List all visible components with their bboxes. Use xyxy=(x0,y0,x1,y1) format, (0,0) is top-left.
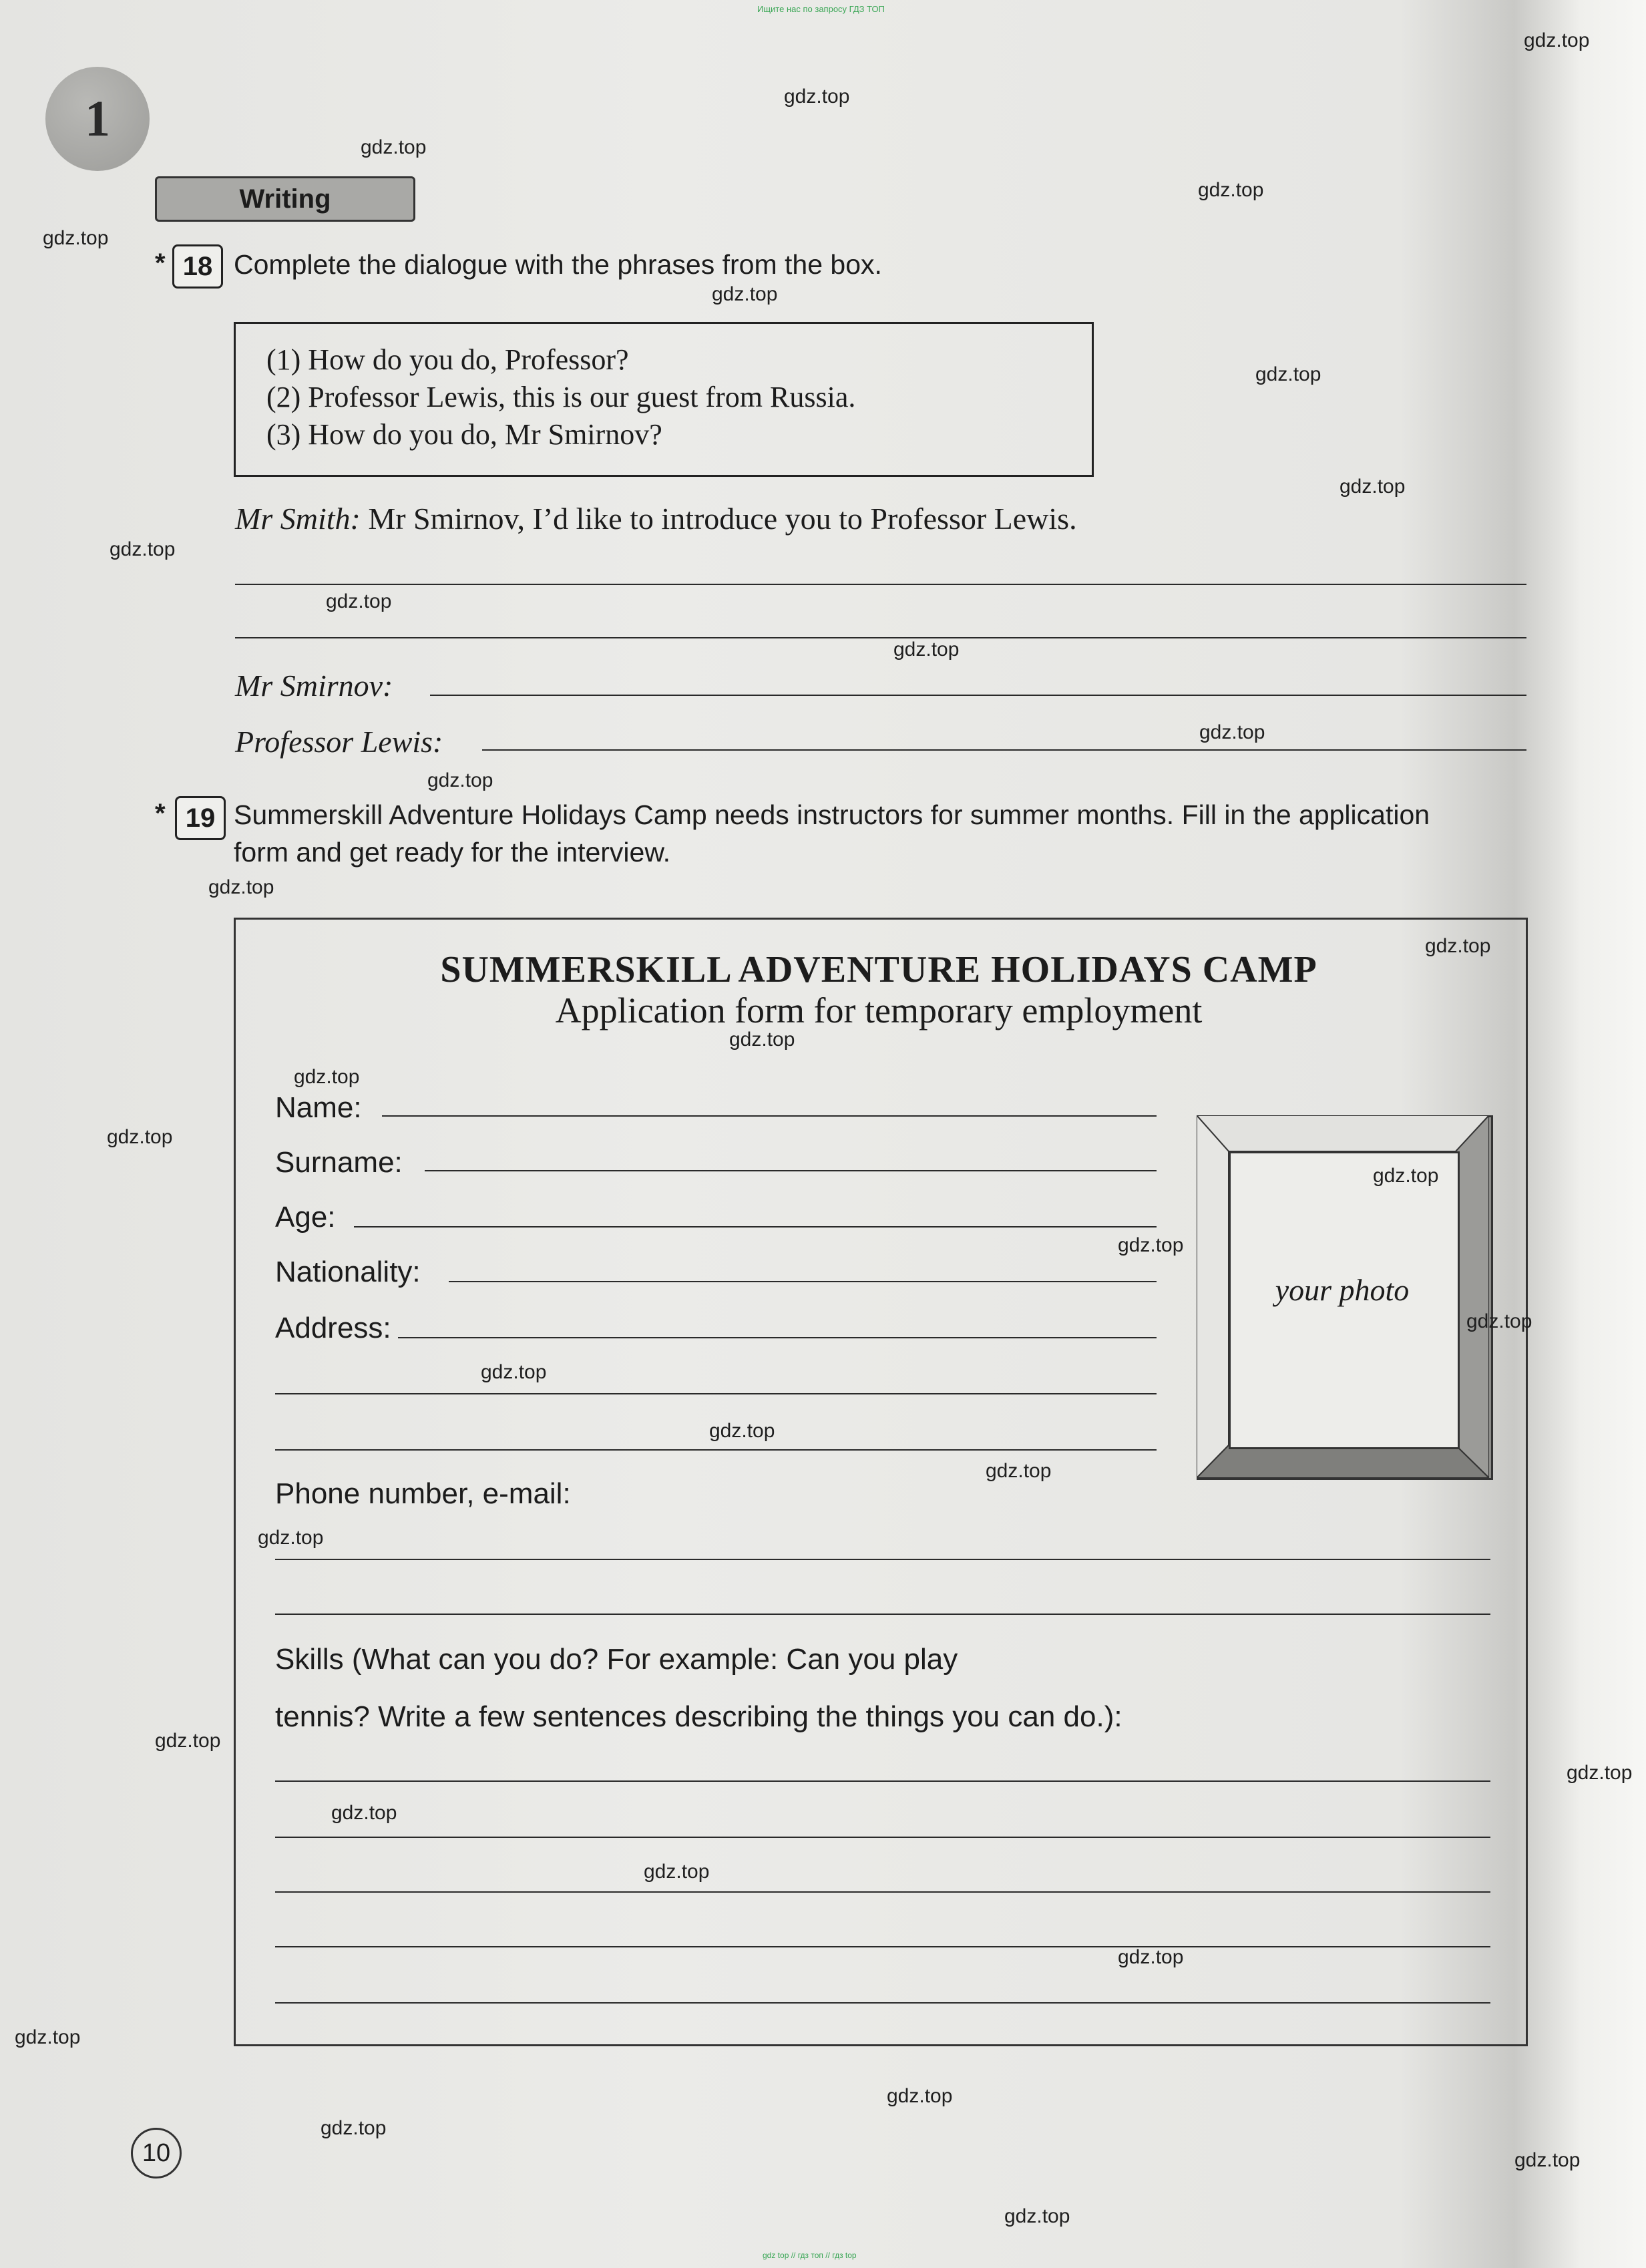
watermark: gdz.top xyxy=(326,590,392,612)
watermark: gdz.top xyxy=(887,2085,953,2107)
skills-label-line-1: Skills (What can you do? For example: Can you play xyxy=(275,1643,958,1676)
watermark: gdz.top xyxy=(155,1730,221,1752)
watermark: gdz.top xyxy=(729,1028,795,1051)
watermark: gdz.top xyxy=(107,1126,173,1148)
watermark: gdz.top xyxy=(1255,363,1321,385)
watermark: gdz.top xyxy=(1425,935,1491,957)
skills-field-line-5[interactable] xyxy=(275,2002,1490,2004)
answer-line-professor-lewis[interactable] xyxy=(482,749,1526,751)
skills-field-line-2[interactable] xyxy=(275,1837,1490,1838)
watermark: gdz.top xyxy=(1004,2205,1070,2227)
watermark: gdz.top xyxy=(1524,29,1590,51)
name-label: Name: xyxy=(275,1091,362,1124)
skills-label-line-2: tennis? Write a few sentences describing the things you can do.): xyxy=(275,1700,1122,1733)
task18-star: * xyxy=(155,248,166,278)
watermark: gdz.top xyxy=(361,136,427,158)
watermark: gdz.top xyxy=(1198,179,1264,201)
watermark: gdz.top xyxy=(1514,2149,1581,2171)
page-number: 10 xyxy=(131,2128,182,2179)
watermark: gdz.top xyxy=(893,638,960,660)
watermark: gdz.top xyxy=(1118,1946,1184,1968)
answer-line[interactable] xyxy=(235,584,1526,585)
phone-email-field-line-2[interactable] xyxy=(275,1614,1490,1615)
skills-field[interactable] xyxy=(275,1780,1490,1782)
watermark: gdz.top xyxy=(1199,721,1265,743)
phone-email-label: Phone number, e-mail: xyxy=(275,1477,571,1510)
watermark: gdz.top xyxy=(331,1802,397,1824)
task19-instruction-line-2: form and get ready for the interview. xyxy=(234,837,671,868)
watermark: gdz.top xyxy=(1118,1234,1184,1256)
watermark: gdz.top xyxy=(110,538,176,560)
phrase-2: (2) Professor Lewis, this is our guest from Russia. xyxy=(266,381,856,413)
task18-number: 18 xyxy=(172,244,223,289)
age-field[interactable] xyxy=(354,1226,1157,1227)
nationality-field[interactable] xyxy=(449,1281,1157,1282)
task19-instruction-line-1: Summerskill Adventure Holidays Camp needs instructors for summer months. Fill in the application xyxy=(234,799,1430,830)
watermark: gdz.top xyxy=(258,1527,324,1549)
watermark: gdz.top xyxy=(986,1460,1052,1482)
address-field-line-2[interactable] xyxy=(275,1393,1157,1394)
watermark: gdz.top xyxy=(1373,1165,1439,1187)
watermark: gdz.top xyxy=(321,2117,387,2139)
watermark: gdz.top xyxy=(644,1861,710,1883)
speaker-professor-lewis: Professor Lewis: xyxy=(235,725,443,759)
phrase-1: (1) How do you do, Professor? xyxy=(266,343,629,376)
watermark: gdz.top xyxy=(712,283,778,305)
watermark: gdz.top xyxy=(481,1361,547,1383)
watermark: gdz.top xyxy=(784,85,850,108)
form-title: SUMMERSKILL ADVENTURE HOLIDAYS CAMP xyxy=(440,949,1317,990)
task19-number: 19 xyxy=(175,796,226,840)
watermark: gdz.top xyxy=(427,769,493,791)
speaker-mr-smirnov: Mr Smirnov: xyxy=(235,669,393,703)
name-field[interactable] xyxy=(382,1115,1157,1117)
phrase-box xyxy=(234,322,1094,477)
watermark: gdz.top xyxy=(208,876,274,898)
photo-label: your photo xyxy=(1275,1273,1410,1307)
skills-field-line-4[interactable] xyxy=(275,1946,1490,1947)
address-field[interactable] xyxy=(398,1337,1157,1338)
watermark: gdz.top xyxy=(294,1066,360,1088)
watermark: gdz.top xyxy=(1466,1310,1532,1332)
phrase-3: (3) How do you do, Mr Smirnov? xyxy=(266,418,662,451)
unit-number: 1 xyxy=(85,91,110,147)
watermark: gdz.top xyxy=(15,2026,81,2048)
header-note[interactable]: Ищите нас по запросу ГДЗ ТОП xyxy=(757,4,885,14)
dialogue-line-1-text: Mr Smirnov, I’d like to introduce you to Professor Lewis. xyxy=(368,502,1077,536)
age-label: Age: xyxy=(275,1201,336,1234)
skills-field-line-3[interactable] xyxy=(275,1891,1490,1893)
footer-note[interactable]: gdz top // гдз топ // гдз top xyxy=(763,2251,857,2260)
task19-star: * xyxy=(155,799,166,828)
watermark: gdz.top xyxy=(43,227,109,249)
nationality-label: Nationality: xyxy=(275,1256,421,1288)
answer-line[interactable] xyxy=(235,637,1526,638)
watermark: gdz.top xyxy=(709,1420,775,1442)
form-subtitle: Application form for temporary employment xyxy=(555,990,1203,1030)
surname-label: Surname: xyxy=(275,1146,403,1179)
answer-line-mr-smirnov[interactable] xyxy=(430,695,1526,696)
address-label: Address: xyxy=(275,1312,391,1344)
section-label: Writing xyxy=(155,176,415,222)
task18-instruction: Complete the dialogue with the phrases from the box. xyxy=(234,249,882,280)
speaker-mr-smith: Mr Smith: xyxy=(235,502,361,536)
phone-email-field[interactable] xyxy=(275,1559,1490,1560)
address-field-line-3[interactable] xyxy=(275,1449,1157,1451)
watermark: gdz.top xyxy=(1340,476,1406,498)
surname-field[interactable] xyxy=(425,1170,1157,1171)
dialogue-line-1 xyxy=(235,501,1077,536)
watermark: gdz.top xyxy=(1567,1762,1633,1784)
